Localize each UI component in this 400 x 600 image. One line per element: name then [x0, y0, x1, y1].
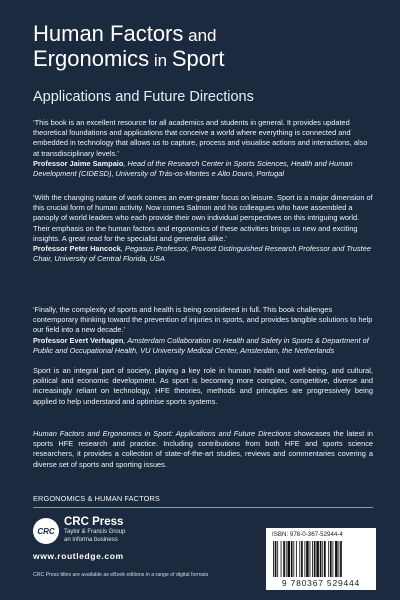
endorsement-quote [33, 118, 373, 179]
title-line-1 [33, 22, 224, 47]
publisher-name: CRC Press [64, 516, 124, 528]
quote-text: ‘This book is an excellent resource for all academics and students in general. It provides updated theoretical foundations and applications that conceive a world where everything is connected and embedded in technology that allows us to capture, process and visualise actions and interactions, also at transdisciplinary levels.’ [33, 118, 368, 158]
crc-logo-icon: CRC [33, 518, 59, 544]
title-part: and [183, 26, 217, 45]
endorser-name: Professor Peter Hancock [33, 244, 121, 254]
book-subtitle: Applications and Future Directions [33, 89, 254, 105]
barcode-number: 9 780367 529444 [281, 578, 361, 588]
isbn-label: ISBN: 978-0-367-52944-4 [272, 531, 343, 538]
description-text: showcases the latest in sports HFE research and practice. Including contributions from both HFE and sports science researchers, it provides a collection of state-of-the-art studies, reviews and commentaries covering a diverse set of sports and sporting issues. [33, 429, 373, 469]
publisher-block [64, 516, 125, 544]
endorser-affiliation: , Head of the Research Center in Sports Sciences, Health and Human Development (CIDESD), University of Trás-os-Montes e Alto Douro, Portugal [33, 158, 353, 179]
divider [33, 507, 373, 508]
isbn-barcode-box [266, 528, 376, 590]
endorser-affiliation: , Pegasus Professor, Provost Distinguished Research Professor and Trustee Chair, University of Central Florida, USA [33, 244, 371, 264]
endorser-affiliation: , Amsterdam Collaboration on Health and Safety in Sports & Department of Public and Occupational Health, VU University Medical Center, Amsterdam, the Netherlands [33, 335, 369, 355]
title-part: Sport [171, 46, 225, 71]
endorser-name: Professor Evert Verhagen [33, 335, 124, 345]
quote-attribution [33, 336, 373, 356]
publisher-group: Taylor & Francis Group [64, 529, 126, 535]
subject-category: ERGONOMICS & HUMAN FACTORS [33, 494, 160, 503]
title-line-2 [33, 47, 224, 72]
description-paragraph: Sport is an integral part of society, playing a key role in human health and well-being, and cultural, political and economic development. As sport is becoming more complex, competitive, diverse and increasingly reliant on technology, HFE theories, methods and principles are progressively being applied to help understand and optimise sports systems. [33, 366, 373, 406]
title-part: Human Factors [33, 21, 184, 46]
endorsement-quote [33, 305, 373, 356]
title-part: in [149, 51, 172, 70]
quote-attribution [33, 244, 373, 264]
quote-text: ‘Finally, the complexity of sports and health is being considered in full. This book challenges contemporary thinking toward the prevention of injuries in sports, and provides tangible solutions to help our field into a new decade.’ [33, 305, 373, 335]
publisher-website: www.routledge.com [33, 551, 124, 561]
quote-text: ‘With the changing nature of work comes an ever-greater focus on leisure. Sport is a major dimension of this crucial form of human activity. Now comes Salmon and his colleagues who have assembled a panoply of world leaders who each provide their own individual perspectives on this intriguing world. Their emphasis on the human factors and ergonomics of these activities brings us new and exciting insights. A great read for the specialist and generalist alike.’ [33, 193, 373, 243]
endorser-name: Professor Jaime Sampaio [33, 158, 124, 168]
book-title-italic: Human Factors and Ergonomics in Sport: Applications and Future Directions [33, 429, 291, 438]
book-title [33, 22, 224, 72]
publisher-tagline: an informa business [64, 536, 118, 543]
description-paragraph [33, 429, 373, 470]
ebook-notice: CRC Press titles are available as eBook editions in a range of digital formats [33, 572, 209, 578]
barcode-icon [272, 541, 370, 577]
endorsement-quote [33, 193, 373, 264]
quote-attribution [33, 159, 373, 179]
title-part: Ergonomics [33, 46, 150, 71]
